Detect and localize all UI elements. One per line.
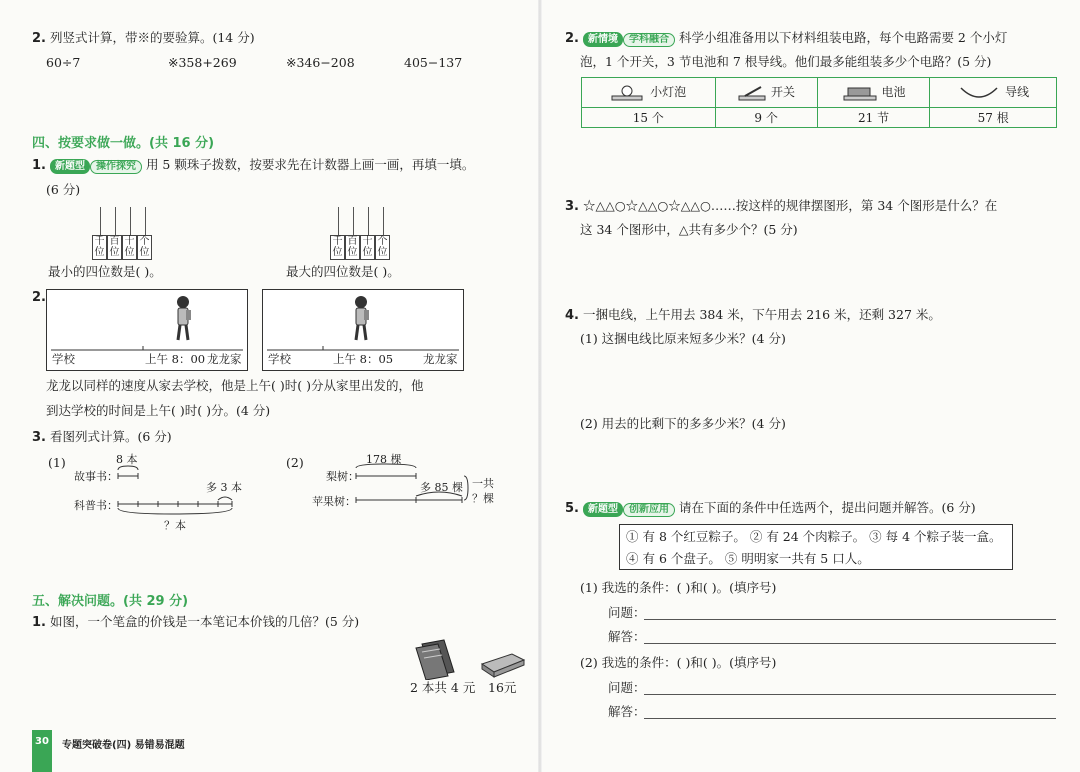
section-5-title: 五、解决问题。(共 29 分) <box>32 594 189 609</box>
segment-diagram-1 <box>112 464 242 520</box>
materials-table <box>581 77 1057 128</box>
header-label: 开关 <box>771 85 796 100</box>
more-label: 多 3 本 <box>206 481 242 494</box>
question-label: 问题： <box>608 680 646 695</box>
expr-2: ※358+269 <box>168 55 237 70</box>
rod <box>145 207 146 235</box>
conditions-row-1: ① 有 8 个红豆粽子。 ② 有 24 个肉粽子。 ③ 每 4 个粽子装一盒。 <box>626 529 1002 544</box>
battery-icon <box>842 84 878 102</box>
left-q5-1 <box>32 614 359 631</box>
question-total: ？本 <box>164 519 186 532</box>
answer-line[interactable] <box>644 619 1056 620</box>
left-q4-1 <box>32 157 474 174</box>
q4-2-line1: 龙龙以同样的速度从家去学校，他是上午( )时( )分从家里出发的，他 <box>46 378 424 393</box>
science-label: 科普书： <box>74 499 118 512</box>
header-label: 导线 <box>1005 85 1030 100</box>
total-question: ？棵 <box>472 492 494 505</box>
label-home: 龙龙家 <box>423 352 458 366</box>
question-number: 5. <box>565 501 579 516</box>
more-label: 多 85 棵 <box>420 481 463 494</box>
label-time: 上午 8：00 <box>145 352 206 366</box>
question-text: 看图列式计算。(6 分) <box>49 429 172 444</box>
page-spine <box>538 0 542 772</box>
value-battery: 21 节 <box>817 108 930 128</box>
question-text: 列竖式计算，带※的要验算。(14 分) <box>49 30 255 45</box>
place-tens: 十位 <box>360 235 375 260</box>
value-wire: 57 根 <box>930 108 1057 128</box>
caption-min: 最小的四位数是( )。 <box>48 264 162 279</box>
right-q4 <box>565 307 941 324</box>
caption-max: 最大的四位数是( )。 <box>286 264 400 279</box>
rod <box>115 207 116 235</box>
question-text: 一捆电线，上午用去 384 米，下午用去 216 米，还剩 327 米。 <box>582 307 941 322</box>
question-number: 4. <box>565 308 579 323</box>
answer-label: 解答： <box>608 629 646 644</box>
question-text: ☆△△○☆△△○☆△△○……按这样的规律摆图形，第 34 个图形是什么？在 <box>582 198 998 213</box>
question-number: 3. <box>32 430 46 445</box>
tag-badge: 新题型 <box>583 502 623 517</box>
conditions-row-2: ④ 有 6 个盘子。 ⑤ 明明家一共有 5 口人。 <box>626 551 870 566</box>
rod <box>338 207 339 235</box>
page-footer <box>32 730 532 772</box>
left-q2 <box>32 30 255 47</box>
place-tens: 十位 <box>122 235 137 260</box>
notebooks-caption: 2 本共 4 元 <box>410 680 476 695</box>
right-q3 <box>565 198 997 215</box>
place-ones: 个位 <box>137 235 152 260</box>
header-label: 小灯泡 <box>650 85 687 100</box>
header-switch <box>715 78 817 108</box>
tag-badge: 新题型 <box>50 159 90 174</box>
label-time: 上午 8：05 <box>333 352 394 366</box>
header-battery <box>817 78 930 108</box>
place-thousands: 千位 <box>92 235 107 260</box>
expr-1: 60÷7 <box>46 55 81 70</box>
q4-2-line2: 到达学校的时间是上午( )时( )分。(4 分) <box>46 403 271 418</box>
tag-badge: 新情境 <box>583 32 623 47</box>
right-q5 <box>565 500 976 517</box>
question-number: 2. <box>565 31 579 46</box>
part-1-label: (1) <box>48 455 66 470</box>
expr-3: ※346−208 <box>286 55 355 70</box>
right-q2 <box>565 30 1007 47</box>
rod <box>100 207 101 235</box>
question-text-cont: 泡，1 个开关，3 节电池和 7 根导线。他们最多能组装多少个电路？(5 分) <box>580 54 992 69</box>
tag-badge: 创新应用 <box>623 503 675 517</box>
switch-icon <box>737 84 767 102</box>
page-number: 30 <box>32 730 52 772</box>
tag-badge: 学科融合 <box>623 33 675 47</box>
rod <box>130 207 131 235</box>
question-text-cont: 这 34 个图形中，△共有多少个？(5 分) <box>580 222 798 237</box>
section-4-title: 四、按要求做一做。(共 16 分) <box>32 136 215 151</box>
rod <box>383 207 384 235</box>
choice-line-1[interactable]: (1) 我选的条件：( )和( )。(填序号) <box>580 580 777 595</box>
label-school: 学校 <box>268 352 291 366</box>
header-wire <box>930 78 1057 108</box>
header-bulb <box>582 78 716 108</box>
question-number: 2. <box>32 290 46 305</box>
part-2-label: (2) <box>286 455 304 470</box>
apple-label: 苹果树： <box>312 495 356 508</box>
abacus-counter-min[interactable] <box>92 207 156 262</box>
place-thousands: 千位 <box>330 235 345 260</box>
question-number: 1. <box>32 158 46 173</box>
place-ones: 个位 <box>375 235 390 260</box>
place-hundreds: 百位 <box>107 235 122 260</box>
story-label: 故事书： <box>74 470 118 483</box>
pencil-box-icon <box>478 650 528 678</box>
place-hundreds: 百位 <box>345 235 360 260</box>
conditions-box <box>619 524 1013 570</box>
answer-label: 解答： <box>608 704 646 719</box>
question-number: 1. <box>32 615 46 630</box>
left-q4-3 <box>32 429 172 446</box>
rod <box>353 207 354 235</box>
answer-line[interactable] <box>644 643 1056 644</box>
answer-line[interactable] <box>644 718 1056 719</box>
header-label: 电池 <box>881 85 906 100</box>
value-switch: 9 个 <box>715 108 817 128</box>
sub-question-1: (1) 这捆电线比原来短多少米？(4 分) <box>580 331 786 346</box>
pear-label: 梨树： <box>326 470 359 483</box>
question-text: 科学小组准备用以下材料组装电路，每个电路需要 2 个小灯 <box>678 30 1008 45</box>
abacus-counter-max[interactable] <box>330 207 394 262</box>
answer-line[interactable] <box>644 694 1056 695</box>
story-value: 8 本 <box>116 453 138 466</box>
question-number: 2. <box>32 31 46 46</box>
score: (6 分) <box>46 182 81 197</box>
question-text: 请在下面的条件中任选两个，提出问题并解答。(6 分) <box>678 500 976 515</box>
segment-diagram-2 <box>352 462 472 508</box>
figure-walk-8-05 <box>262 289 464 371</box>
figure-walk-8-00 <box>46 289 248 371</box>
pear-value: 178 棵 <box>366 453 402 466</box>
wire-icon <box>957 84 1001 102</box>
question-text: 用 5 颗珠子拨数，按要求先在计数器上画一画，再填一填。 <box>145 157 475 172</box>
footer-title: 专题突破卷(四) 易错易混题 <box>62 740 185 751</box>
notebooks-icon <box>414 638 464 680</box>
rod <box>368 207 369 235</box>
label-school: 学校 <box>52 352 75 366</box>
tag-badge: 操作探究 <box>90 160 142 174</box>
choice-line-2[interactable]: (2) 我选的条件：( )和( )。(填序号) <box>580 655 777 670</box>
question-label: 问题： <box>608 605 646 620</box>
label-home: 龙龙家 <box>207 352 242 366</box>
question-text: 如图，一个笔盒的价钱是一本笔记本价钱的几倍？(5 分) <box>49 614 360 629</box>
question-number: 3. <box>565 199 579 214</box>
sub-question-2: (2) 用去的比剩下的多多少米？(4 分) <box>580 416 786 431</box>
light-bulb-icon <box>610 84 646 102</box>
expr-4: 405−137 <box>404 55 463 70</box>
pencil-box-caption: 16元 <box>488 680 517 695</box>
value-bulb: 15 个 <box>582 108 716 128</box>
total-label: 一共 <box>472 477 494 490</box>
